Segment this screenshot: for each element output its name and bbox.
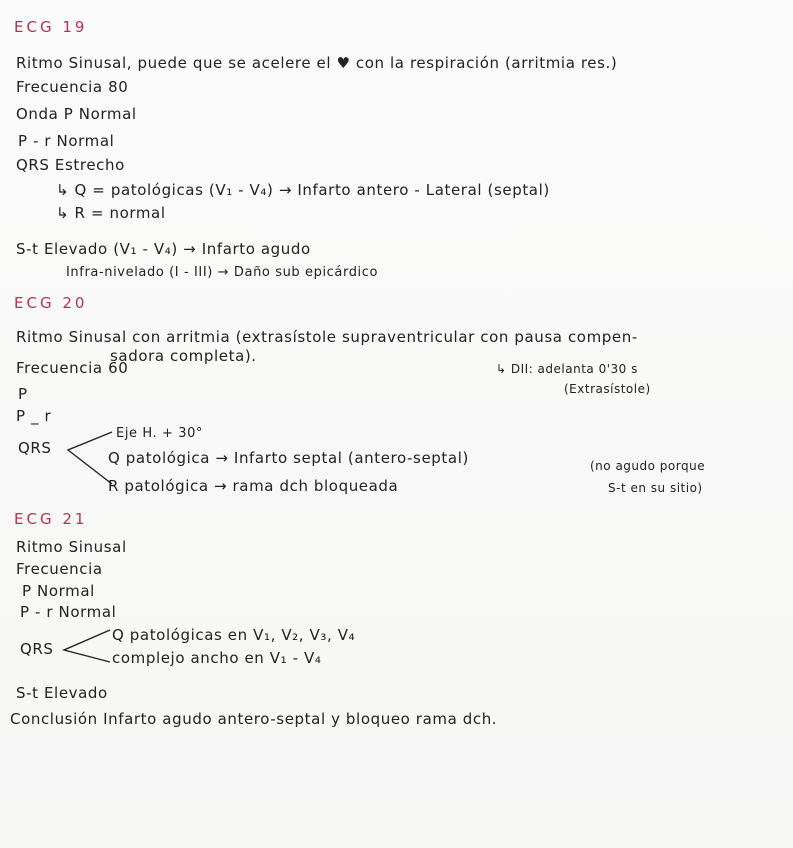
- ecg20-qrs-r-note: S-t en su sitio): [608, 481, 703, 495]
- ecg21-pr: P - r Normal: [20, 603, 117, 621]
- ecg21-title: ECG 21: [14, 510, 88, 528]
- ecg19-qrs-r: ↳ R = normal: [56, 204, 166, 222]
- ecg19-title: ECG 19: [14, 18, 88, 36]
- ecg20-qrs-q-note: (no agudo porque: [590, 459, 706, 473]
- ecg20-note-extrasystole: (Extrasístole): [564, 382, 651, 396]
- ecg19-qrs-q: ↳ Q = patológicas (V₁ - V₄) → Infarto antero - Lateral (septal): [56, 181, 550, 199]
- ecg20-note-dii: ↳ DII: adelanta 0'30 s: [496, 362, 638, 376]
- ecg19-st-infra: Infra-nivelado (I - III) → Daño sub epicárdico: [66, 265, 379, 280]
- ecg20-pr: P _ r: [16, 407, 52, 425]
- ecg20-qrs-q: Q patológica → Infarto septal (antero-septal): [108, 449, 469, 467]
- ecg20-qrs: QRS: [18, 439, 52, 457]
- ecg21-qrs-complex: complejo ancho en V₁ - V₄: [112, 649, 322, 667]
- ecg21-conclusion: Conclusión Infarto agudo antero-septal y bloqueo rama dch.: [10, 710, 498, 728]
- ecg19-qrs: QRS Estrecho: [16, 156, 125, 174]
- ecg19-p-wave: Onda P Normal: [16, 105, 137, 123]
- ecg20-title: ECG 20: [14, 294, 88, 312]
- ecg21-qrs-brace: [60, 628, 112, 664]
- ecg21-p: P Normal: [22, 582, 95, 600]
- ecg20-p: P: [18, 385, 28, 403]
- ecg19-frequency: Frecuencia 80: [16, 78, 129, 96]
- ecg20-qrs-axis: Eje H. + 30°: [116, 426, 204, 441]
- ecg21-frequency: Frecuencia: [16, 560, 103, 578]
- ecg20-rhythm: Ritmo Sinusal con arritmia (extrasístole supraventricular con pausa compen-: [16, 328, 638, 346]
- ecg20-qrs-r: R patológica → rama dch bloqueada: [108, 477, 399, 495]
- ecg20-rhythm-cont: sadora completa).: [110, 347, 257, 365]
- ecg21-qrs-q: Q patológicas en V₁, V₂, V₃, V₄: [112, 626, 356, 644]
- ecg21-st: S-t Elevado: [16, 684, 108, 702]
- ecg21-qrs: QRS: [20, 640, 54, 658]
- ecg19-st: S-t Elevado (V₁ - V₄) → Infarto agudo: [16, 240, 311, 258]
- ecg19-rhythm: Ritmo Sinusal, puede que se acelere el ♥ con la respiración (arritmia res.): [16, 54, 618, 72]
- ecg19-pr: P - r Normal: [18, 132, 115, 150]
- ecg21-rhythm: Ritmo Sinusal: [16, 538, 127, 556]
- ecg20-qrs-brace: [64, 428, 114, 490]
- ecg20-frequency: Frecuencia 60: [16, 359, 129, 377]
